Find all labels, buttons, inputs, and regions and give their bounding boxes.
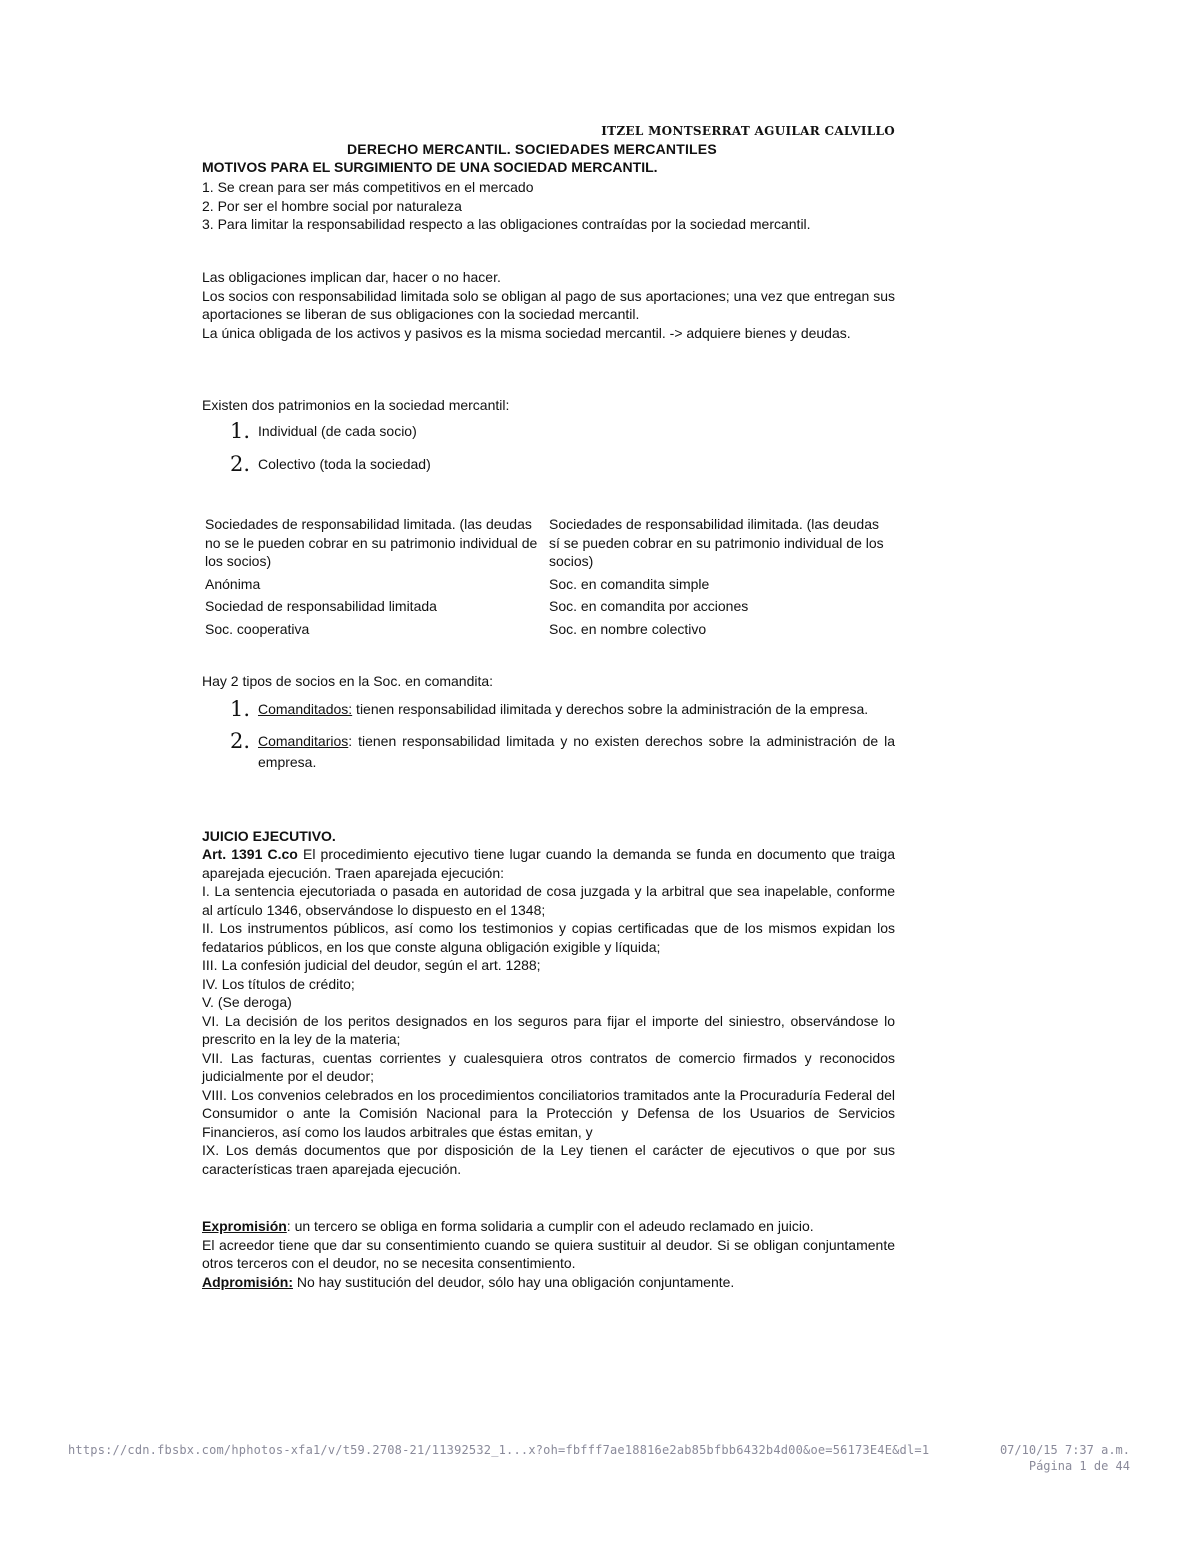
list-item xyxy=(230,418,895,444)
motivos-heading: MOTIVOS PARA EL SURGIMIENTO DE UNA SOCIEDAD MERCANTIL. xyxy=(202,159,658,175)
list-text xyxy=(258,728,895,773)
list-item xyxy=(230,728,895,773)
obligaciones-line: Las obligaciones implican dar, hacer o no hacer. xyxy=(202,269,501,285)
list-item xyxy=(230,696,895,722)
juicio-item: II. Los instrumentos públicos, así como los testimonios y copias certificadas que de los mismos expidan los fedatarios públicos, en los que conste alguna obligación exigible y líquida; xyxy=(202,920,895,955)
table-cell: Soc. en nombre colectivo xyxy=(549,620,707,637)
list-number: 1. xyxy=(230,697,251,721)
comanditarios-term: Comanditarios xyxy=(258,733,349,749)
comanditados-term: Comanditados: xyxy=(258,701,353,717)
obligaciones-line: La única obligada de los activos y pasivos es la misma sociedad mercantil. -> adquiere bienes y deudas. xyxy=(202,324,851,341)
sociedades-table xyxy=(202,513,902,640)
adpromision-paragraph xyxy=(202,1273,895,1292)
patrimonios-list xyxy=(230,418,895,477)
footer-date: 07/10/15 7:37 a.m. xyxy=(999,1443,1130,1457)
articulo-text: El procedimiento ejecutivo tiene lugar cuando la demanda se funda en documento que traiga aparejada ejecución. Traen aparejada ejecución: xyxy=(202,846,895,881)
motivos-item: 3. Para limitar la responsabilidad respecto a las obligaciones contraídas por la sociedad mercantil. xyxy=(202,216,811,232)
table-cell: Sociedad de responsabilidad limitada xyxy=(205,598,437,614)
list-number: 2. xyxy=(230,729,251,753)
list-text: Colectivo (toda la sociedad) xyxy=(258,456,431,472)
articulo-label: Art. 1391 C.co xyxy=(202,846,298,862)
motivos-item: 2. Por ser el hombre social por naturaleza xyxy=(202,197,462,214)
table-row xyxy=(202,618,902,641)
document-title: DERECHO MERCANTIL. SOCIEDADES MERCANTILES xyxy=(347,141,717,157)
expromision-paragraph xyxy=(202,1217,895,1236)
adpromision-text: No hay sustitución del deudor, sólo hay una obligación conjuntamente. xyxy=(293,1273,735,1290)
socios-intro: Hay 2 tipos de socios en la Soc. en comandita: xyxy=(202,673,494,689)
table-row xyxy=(202,595,902,618)
author-name: ITZEL MONTSERRAT AGUILAR CALVILLO xyxy=(601,124,895,138)
juicio-item: I. La sentencia ejecutoriada o pasada en autoridad de cosa juzgada y la arbitral que sea inapelable, conforme al artículo 1346, observándose lo dispuesto en el 1348; xyxy=(202,883,895,918)
juicio-item: VIII. Los convenios celebrados en los procedimientos conciliatorios tramitados ante la Procuraduría Federal del Consumidor o ante la Comisión Nacional para la Protección y Defensa de los Usuarios de Servicios Financieros, así como los laudos arbitrales que éstas emitan, y xyxy=(202,1086,895,1140)
obligaciones-line: Los socios con responsabilidad limitada solo se obligan al pago de sus aportaciones; una vez que entregan sus aportaciones se liberan de sus obligaciones con la sociedad mercantil. xyxy=(202,287,895,322)
patrimonios-intro: Existen dos patrimonios en la sociedad mercantil: xyxy=(202,397,510,413)
juicio-body xyxy=(202,845,895,1178)
footer-page-number: Página 1 de 44 xyxy=(1028,1459,1130,1473)
footer-url: https://cdn.fbsbx.com/hphotos-xfa1/v/t59.2708-21/11392532_1...x?oh=fbfff7ae18816e2ab85bfbb6432b4d00&oe=56173E4E&dl=1 xyxy=(68,1443,930,1457)
comanditados-text: tienen responsabilidad ilimitada y derechos sobre la administración de la empresa. xyxy=(352,701,869,717)
comanditarios-text: : tienen responsabilidad limitada y no existen derechos sobre la administración de la empresa. xyxy=(258,733,895,770)
list-text xyxy=(258,696,895,720)
articulo-paragraph xyxy=(202,845,895,882)
socios-list xyxy=(230,696,895,773)
juicio-item: V. (Se deroga) xyxy=(202,994,292,1010)
juicio-item: VI. La decisión de los peritos designados en los seguros para fijar el importe del siniestro, observándose lo prescrito en la ley de la materia; xyxy=(202,1012,895,1047)
table-row xyxy=(202,513,902,573)
obligaciones-paragraph xyxy=(202,268,895,342)
motivos-list xyxy=(202,178,895,234)
table-cell: Soc. cooperativa xyxy=(205,620,310,637)
list-number: 2. xyxy=(230,452,251,476)
table-cell: Soc. en comandita simple xyxy=(549,575,710,592)
expromision-text: : un tercero se obliga en forma solidaria a cumplir con el adeudo reclamado en juicio. xyxy=(286,1218,814,1234)
table-cell: Soc. en comandita por acciones xyxy=(549,598,749,614)
expromision-section xyxy=(202,1217,895,1291)
juicio-heading: JUICIO EJECUTIVO. xyxy=(202,828,336,844)
table-cell: Anónima xyxy=(205,575,261,592)
list-text: Individual (de cada socio) xyxy=(258,423,417,439)
juicio-item: III. La confesión judicial del deudor, según el art. 1288; xyxy=(202,957,541,973)
juicio-item: IV. Los títulos de crédito; xyxy=(202,975,355,992)
list-item xyxy=(230,451,895,477)
juicio-item: IX. Los demás documentos que por disposición de la Ley tienen el carácter de ejecutivos o que por sus características traen aparejada ejecución. xyxy=(202,1142,895,1177)
expromision-line: El acreedor tiene que dar su consentimiento cuando se quiera sustituir al deudor. Si se obligan conjuntamente otros terceros con el deudor, no se necesita consentimiento. xyxy=(202,1236,895,1271)
table-cell: Sociedades de responsabilidad ilimitada. (las deudas sí se pueden cobrar en su patrimonio individual de los socios) xyxy=(549,516,884,569)
list-number: 1. xyxy=(230,419,251,443)
motivos-item: 1. Se crean para ser más competitivos en el mercado xyxy=(202,179,534,195)
juicio-item: VII. Las facturas, cuentas corrientes y cualesquiera otros contratos de comercio firmados y reconocidos judicialmente por el deudor; xyxy=(202,1049,895,1084)
adpromision-term: Adpromisión: xyxy=(202,1273,293,1290)
table-row xyxy=(202,573,902,596)
table-cell: Sociedades de responsabilidad limitada. (las deudas no se le pueden cobrar en su patrimonio individual de los socios) xyxy=(205,516,538,569)
expromision-term: Expromisión xyxy=(202,1218,287,1234)
